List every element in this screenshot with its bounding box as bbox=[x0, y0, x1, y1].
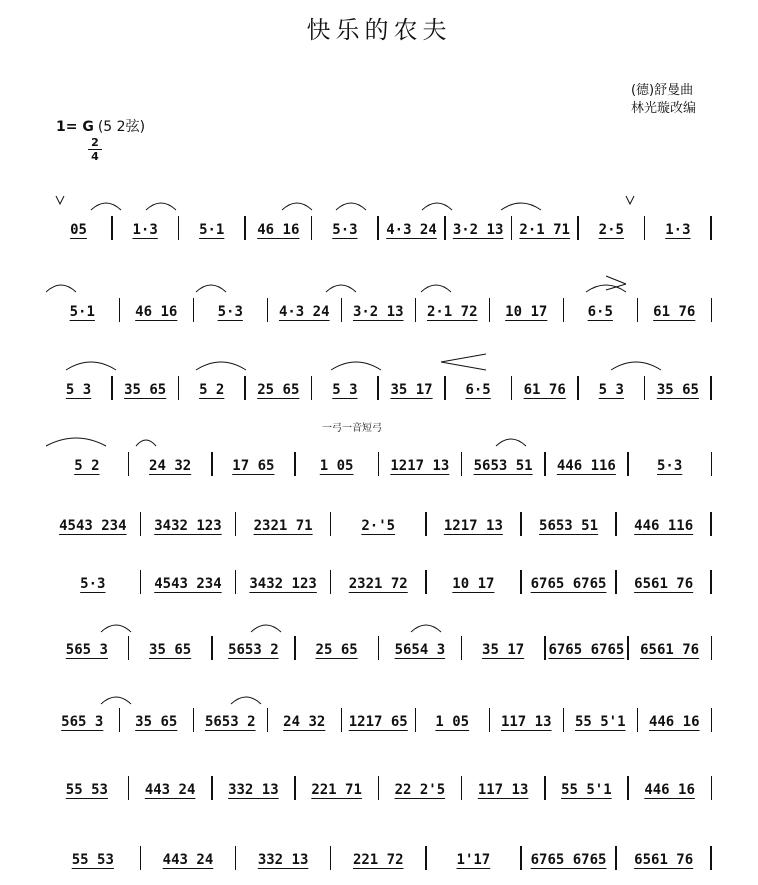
score-line bbox=[46, 444, 712, 478]
barline bbox=[711, 708, 713, 732]
measure: 10 17 bbox=[452, 576, 495, 592]
measure: 5·3 bbox=[217, 304, 243, 320]
measure: 55 53 bbox=[71, 852, 114, 868]
measure: 332 13 bbox=[257, 852, 309, 868]
measure: 1 05 bbox=[319, 458, 354, 474]
measure: 61 76 bbox=[653, 304, 696, 320]
measure: 2321 72 bbox=[348, 576, 408, 592]
measure: 1·3 bbox=[665, 222, 691, 238]
measure: 3432 123 bbox=[249, 576, 317, 592]
measure: 10 17 bbox=[505, 304, 548, 320]
barline bbox=[711, 776, 713, 800]
measure: 25 65 bbox=[257, 382, 300, 398]
measure: 6765 6765 bbox=[548, 642, 625, 658]
measure: 446 16 bbox=[644, 782, 695, 798]
measure: 221 72 bbox=[352, 852, 404, 868]
score-line bbox=[46, 838, 712, 872]
measure: 117 13 bbox=[477, 782, 529, 798]
measure: 05 bbox=[70, 222, 87, 238]
measure: 1 05 bbox=[435, 714, 470, 730]
barline bbox=[711, 452, 713, 476]
measure: 4·3 24 bbox=[278, 304, 330, 320]
arranger-credit: 林光璇改编 bbox=[630, 101, 696, 116]
measure: 35 17 bbox=[482, 642, 525, 658]
measure: 2·5 bbox=[598, 222, 624, 238]
measure: 5653 2 bbox=[204, 714, 256, 730]
measure: 35 65 bbox=[149, 642, 192, 658]
measure: 6·5 bbox=[465, 382, 491, 398]
measure: 1217 13 bbox=[443, 518, 503, 534]
measure: 4543 234 bbox=[59, 518, 127, 534]
measure: 221 71 bbox=[311, 782, 362, 798]
measure: 5·3 bbox=[656, 458, 683, 474]
measure: 446 16 bbox=[648, 714, 700, 730]
string-tuning: (5 2弦) bbox=[97, 119, 146, 135]
measure: 117 13 bbox=[500, 714, 552, 730]
measure: 5·3 bbox=[80, 576, 106, 592]
score-line bbox=[46, 368, 712, 402]
measure: 446 116 bbox=[634, 518, 694, 534]
measure: 3·2 13 bbox=[352, 304, 404, 320]
measure: 5 3 bbox=[332, 382, 358, 398]
measure: 443 24 bbox=[144, 782, 196, 798]
measure: 24 32 bbox=[283, 714, 326, 730]
measure: 5653 51 bbox=[473, 458, 533, 474]
measure: 6561 76 bbox=[634, 576, 694, 592]
measure: 55 53 bbox=[65, 782, 108, 798]
score-line bbox=[46, 768, 712, 802]
measure: 5 2 bbox=[199, 382, 225, 398]
measure: 35 65 bbox=[135, 714, 178, 730]
measure: 1217 65 bbox=[348, 714, 408, 730]
measure: 6561 76 bbox=[640, 642, 700, 658]
measure: 332 13 bbox=[228, 782, 279, 798]
measure: 565 3 bbox=[65, 642, 108, 658]
measure: 35 65 bbox=[124, 382, 167, 398]
measure: 6561 76 bbox=[634, 852, 694, 868]
measure: 2·'5 bbox=[361, 518, 396, 534]
measure: 3432 123 bbox=[154, 518, 222, 534]
score-line bbox=[46, 290, 712, 324]
measure: 5653 2 bbox=[228, 642, 279, 658]
measure: 4543 234 bbox=[154, 576, 222, 592]
measure: 2·1 71 bbox=[519, 222, 570, 238]
score-line bbox=[46, 700, 712, 734]
barline bbox=[711, 636, 713, 660]
measure: 5·1 bbox=[69, 304, 95, 320]
time-signature-bottom: 4 bbox=[88, 149, 102, 163]
composer-credit: (德)舒曼曲 bbox=[630, 83, 694, 98]
measure: 5 2 bbox=[74, 458, 100, 474]
barline bbox=[710, 216, 712, 240]
measure: 5654 3 bbox=[394, 642, 446, 658]
barline bbox=[711, 298, 713, 322]
score-line bbox=[46, 504, 712, 538]
measure: 61 76 bbox=[523, 382, 566, 398]
barline bbox=[710, 846, 712, 870]
measure: 5653 51 bbox=[539, 518, 599, 534]
measure: 2321 71 bbox=[253, 518, 313, 534]
key-label: 1= G bbox=[56, 119, 94, 135]
measure: 446 116 bbox=[556, 458, 616, 474]
measure: 5 3 bbox=[598, 382, 624, 398]
time-signature-top: 2 bbox=[91, 136, 99, 149]
score-line bbox=[46, 208, 712, 242]
barline bbox=[710, 512, 712, 536]
measure: 5·1 bbox=[199, 222, 225, 238]
measure: 17 65 bbox=[232, 458, 275, 474]
measure: 35 65 bbox=[656, 382, 699, 398]
measure: 24 32 bbox=[149, 458, 192, 474]
score-line bbox=[46, 562, 712, 596]
measure: 443 24 bbox=[162, 852, 214, 868]
barline bbox=[710, 570, 712, 594]
measure: 1·3 bbox=[132, 222, 158, 238]
measure: 1217 13 bbox=[390, 458, 450, 474]
measure: 46 16 bbox=[135, 304, 178, 320]
score-line bbox=[46, 628, 712, 662]
measure: 2·1 72 bbox=[426, 304, 478, 320]
measure: 35 17 bbox=[390, 382, 433, 398]
measure: 25 65 bbox=[315, 642, 358, 658]
barline bbox=[710, 376, 712, 400]
measure: 1'17 bbox=[456, 852, 491, 868]
measure: 55 5'1 bbox=[561, 782, 612, 798]
page-title: 快乐的农夫 bbox=[306, 16, 452, 44]
measure: 22 2'5 bbox=[394, 782, 446, 798]
measure: 55 5'1 bbox=[574, 714, 626, 730]
measure: 5·3 bbox=[332, 222, 358, 238]
measure: 6765 6765 bbox=[530, 852, 607, 868]
measure: 5 3 bbox=[65, 382, 92, 398]
measure: 46 16 bbox=[257, 222, 300, 238]
bowing-note: 一弓一音短弓 bbox=[322, 423, 382, 434]
measure: 3·2 13 bbox=[452, 222, 504, 238]
measure: 4·3 24 bbox=[386, 222, 437, 238]
measure: 565 3 bbox=[61, 714, 104, 730]
measure: 6·5 bbox=[587, 304, 613, 320]
measure: 6765 6765 bbox=[530, 576, 607, 592]
